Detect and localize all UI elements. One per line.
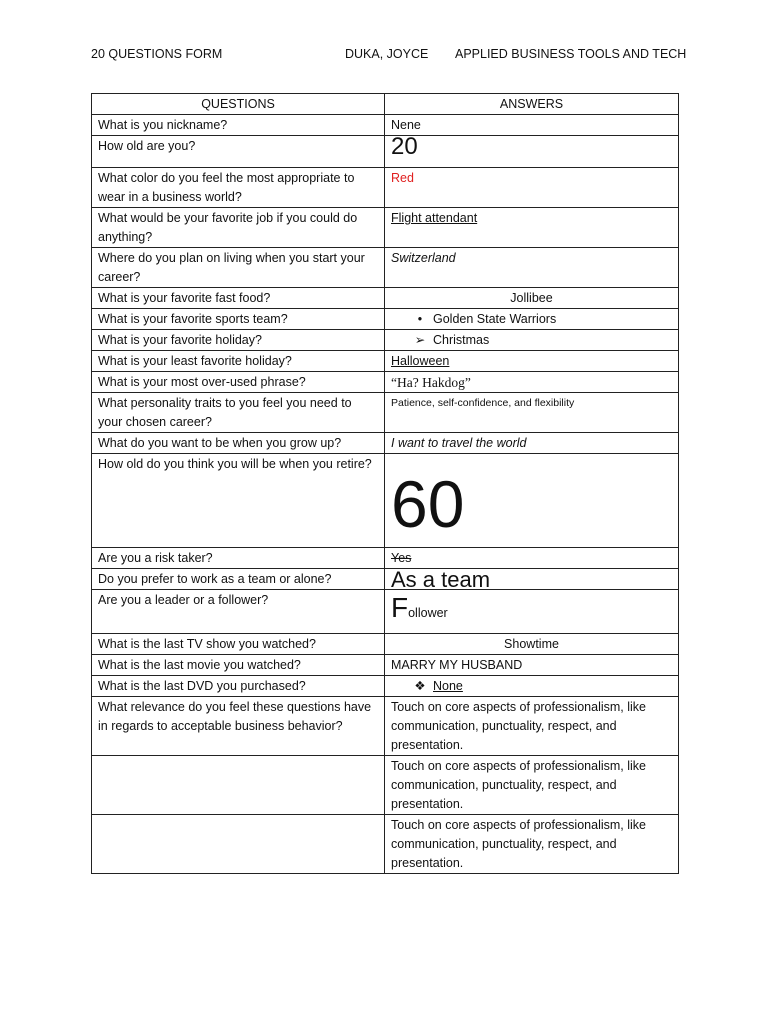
question-cell: What color do you feel the most appropriate to wear in a business world? [92, 168, 385, 208]
table-row [92, 756, 679, 815]
question-cell: What personality traits to you feel you need to your chosen career? [92, 393, 385, 433]
question-cell: What is you nickname? [92, 115, 385, 136]
table-row [92, 288, 679, 309]
table-row [92, 351, 679, 372]
answer-text: Yes [391, 551, 412, 565]
question-cell: What is your most over-used phrase? [92, 372, 385, 393]
answer-cell [385, 590, 679, 634]
table-row [92, 569, 679, 590]
answer-cell [385, 330, 679, 351]
table-row [92, 168, 679, 208]
table-row [92, 697, 679, 756]
bullet-dot-icon: • [417, 312, 423, 326]
table-header-row [92, 94, 679, 115]
table-row [92, 208, 679, 248]
answer-cell [385, 548, 679, 569]
answer-text: Flight attendant [391, 211, 478, 225]
answer-cell [385, 351, 679, 372]
question-cell: What would be your favorite job if you could do anything? [92, 208, 385, 248]
answer-text: ollower [408, 606, 448, 620]
form-title: 20 QUESTIONS FORM [91, 47, 223, 61]
table-row [92, 309, 679, 330]
answer-text: 60 [391, 467, 465, 541]
answer-cell: 20 [385, 136, 679, 168]
answer-cell: MARRY MY HUSBAND [385, 655, 679, 676]
answer-cell: Nene [385, 115, 679, 136]
answer-cell: Touch on core aspects of professionalism, like communication, punctuality, respect, and presentation. [385, 815, 679, 874]
question-cell: Where do you plan on living when you start your career? [92, 248, 385, 288]
question-cell [92, 815, 385, 874]
answer-first-letter: F [391, 592, 409, 623]
answer-cell: As a team [385, 569, 679, 590]
question-cell [92, 756, 385, 815]
student-name: DUKA, JOYCE [345, 47, 429, 61]
diamond-bullet-icon: ❖ [414, 679, 426, 693]
answer-cell [385, 676, 679, 697]
table-row [92, 393, 679, 433]
answer-cell [385, 309, 679, 330]
table-row [92, 248, 679, 288]
question-cell: How old are you? [92, 136, 385, 168]
answer-cell: Touch on core aspects of professionalism, like communication, punctuality, respect, and presentation. [385, 756, 679, 815]
question-cell: What is the last TV show you watched? [92, 634, 385, 655]
answers-column-header: ANSWERS [385, 94, 679, 115]
table-row [92, 433, 679, 454]
question-cell: What is the last DVD you purchased? [92, 676, 385, 697]
table-row [92, 634, 679, 655]
questions-table [91, 93, 679, 874]
questions-column-header: QUESTIONS [92, 94, 385, 115]
table-row [92, 330, 679, 351]
arrow-bullet-icon: ➢ [414, 333, 426, 347]
answer-cell: “Ha? Hakdog” [385, 372, 679, 393]
answer-text: None [433, 679, 463, 693]
question-cell: What is your least favorite holiday? [92, 351, 385, 372]
table-row [92, 590, 679, 634]
table-row [92, 115, 679, 136]
question-cell: Are you a leader or a follower? [92, 590, 385, 634]
answer-text: Halloween [391, 354, 450, 368]
question-cell: What is your favorite sports team? [92, 309, 385, 330]
table-row [92, 136, 679, 168]
answer-cell: Red [385, 168, 679, 208]
answer-cell [385, 454, 679, 548]
answer-cell: I want to travel the world [385, 433, 679, 454]
question-cell: How old do you think you will be when you retire? [92, 454, 385, 548]
question-cell: Do you prefer to work as a team or alone? [92, 569, 385, 590]
answer-cell: Switzerland [385, 248, 679, 288]
question-cell: What do you want to be when you grow up? [92, 433, 385, 454]
question-cell: What relevance do you feel these questions have in regards to acceptable business behavior? [92, 697, 385, 756]
answer-cell [385, 208, 679, 248]
table-row [92, 815, 679, 874]
table-row [92, 454, 679, 548]
answer-cell: Touch on core aspects of professionalism, like communication, punctuality, respect, and presentation. [385, 697, 679, 756]
table-row [92, 655, 679, 676]
table-row [92, 548, 679, 569]
table-row [92, 372, 679, 393]
answer-cell: Jollibee [385, 288, 679, 309]
question-cell: What is your favorite holiday? [92, 330, 385, 351]
question-cell: What is your favorite fast food? [92, 288, 385, 309]
answer-text: Christmas [433, 333, 490, 347]
answer-text: Golden State Warriors [433, 312, 557, 326]
table-row [92, 676, 679, 697]
course-title: APPLIED BUSINESS TOOLS AND TECH [455, 47, 687, 61]
answer-cell: Showtime [385, 634, 679, 655]
question-cell: What is the last movie you watched? [92, 655, 385, 676]
answer-cell: Patience, self-confidence, and flexibility [385, 393, 679, 433]
question-cell: Are you a risk taker? [92, 548, 385, 569]
